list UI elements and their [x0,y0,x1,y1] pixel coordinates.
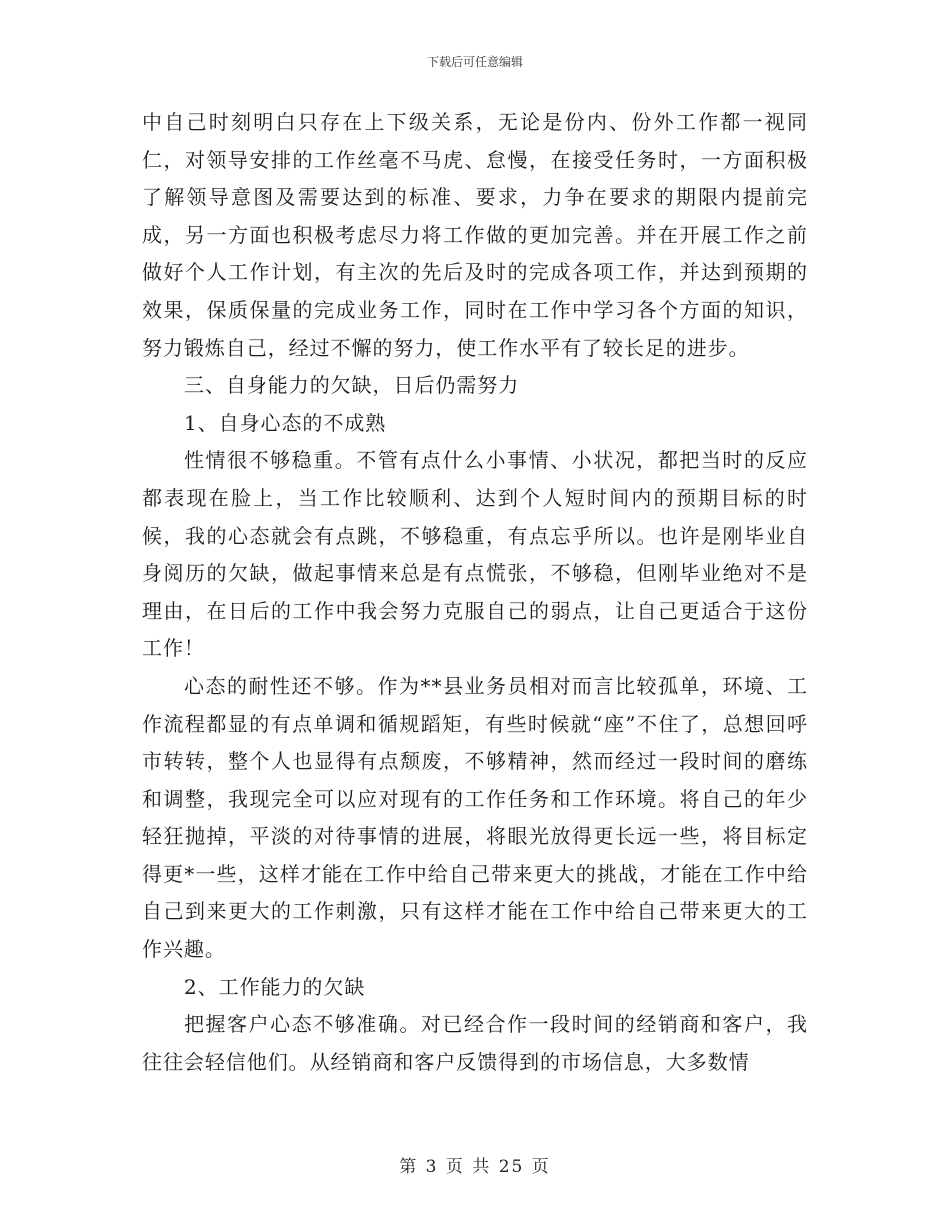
subheading-3-2: 2、工作能力的欠缺 [184,974,366,999]
subheading-3-1: 1、自身心态的不成熟 [184,410,387,435]
paragraph-continuation: 中自己时刻明白只存在上下级关系，无论是份内、份外工作都一视同仁，对领导安排的工作丝毫不马虎、怠慢，在接受任务时，一方面积极了解领导意图及需要达到的标准、要求，力争在要求的期限内提前完成，另一方面也积极考虑尽力将工作做的更加完善。并在开展工作之前做好个人工作计划，有主次的先后及时的完成各项工作，并达到预期的效果，保质保量的完成业务工作，同时在工作中学习各个方面的知识，努力锻炼自己，经过不懈的努力，使工作水平有了较长足的进步。 [142,110,808,360]
page-header: 下载后可任意编辑 [426,55,523,69]
page-footer: 第 3 页 共 25 页 [399,1157,551,1177]
document-body [142,104,808,1081]
paragraph-customer: 把握客户心态不够准确。对已经合作一段时间的经销商和客户，我往往会轻信他们。从经销商和客户反馈得到的市场信息，大多数情 [142,1012,808,1074]
paragraph-patience: 心态的耐性还不够。作为**县业务员相对而言比较孤单，环境、工作流程都显的有点单调和循规蹈矩，有些时候就“座”不住了，总想回呼市转转，整个人也显得有点颓废，不够精神，然而经过一段时间的磨练和调整，我现完全可以应对现有的工作任务和工作环境。将自己的年少轻狂抛掉，平淡的对待事情的进展，将眼光放得更长远一些，将目标定得更*一些，这样才能在工作中给自己带来更大的挑战，才能在工作中给自己到来更大的工作刺激，只有这样才能在工作中给自己带来更大的工作兴趣。 [142,673,808,962]
paragraph-temperament: 性情很不够稳重。不管有点什么小事情、小状况，都把当时的反应都表现在脸上，当工作比较顺利、达到个人短时间内的预期目标的时候，我的心态就会有点跳，不够稳重，有点忘乎所以。也许是刚毕业自身阅历的欠缺，做起事情来总是有点慌张，不够稳，但刚毕业绝对不是理由，在日后的工作中我会努力克服自己的弱点，让自己更适合于这份工作！ [142,448,808,661]
section-heading-3: 三、自身能力的欠缺，日后仍需努力 [184,373,520,398]
